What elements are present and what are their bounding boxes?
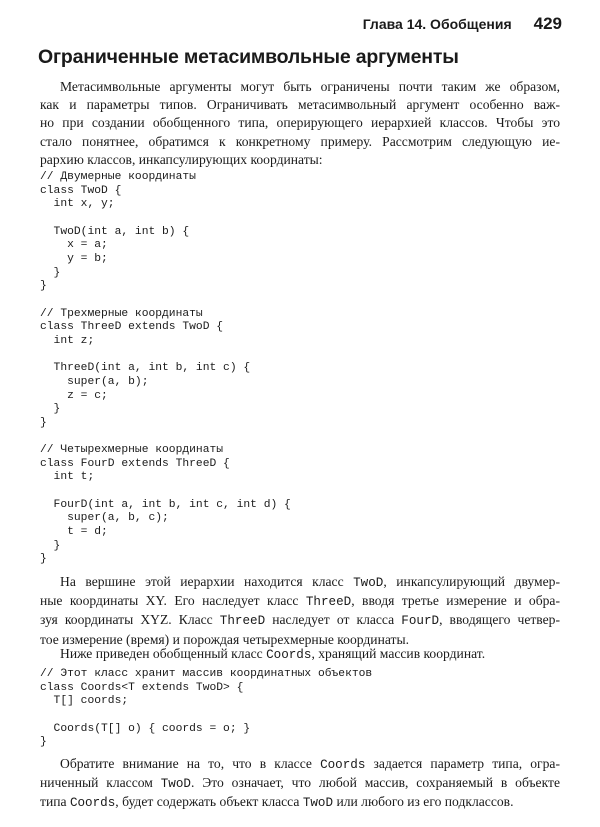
hierarchy-explanation-paragraph (40, 573, 560, 649)
text-run: задается параметр типа, огра- (365, 756, 560, 771)
code-line: } (40, 553, 47, 566)
code-line: super(a, b); (40, 375, 149, 388)
text-run: . Это означает, что любой массив, сохраняемый в объекте (190, 775, 560, 791)
inline-code: Coords (266, 648, 312, 662)
code-line: t = d; (40, 526, 108, 539)
inline-code: TwoD (302, 796, 334, 811)
running-header (363, 14, 562, 34)
bounded-type-paragraph (40, 755, 560, 813)
code-line: x = a; (40, 239, 108, 252)
text-run: наследует от класса (265, 612, 402, 628)
text-line: но при создании обобщенного типа, оперирующего иерархией классов. Чтобы это (40, 115, 560, 131)
code-line: TwoD(int a, int b) { (40, 225, 190, 238)
text-line: тое измерение (время) и порождая четырехмерные координаты. (40, 631, 410, 647)
inline-code: Coords (69, 796, 116, 811)
code-line: class FourD extends ThreeD { (40, 457, 230, 470)
code-line: } (40, 266, 61, 279)
code-line: class TwoD { (40, 184, 122, 197)
text-line (40, 592, 560, 611)
text-line (40, 611, 560, 630)
text-line: рархию классов, инкапсулирующих координаты: (40, 151, 323, 167)
code-listing-coords (40, 668, 372, 750)
text-line: стало понятнее, обратимся к конкретному примеру. Рассмотрим следующую ие- (40, 133, 560, 149)
code-line: } (40, 403, 61, 416)
code-line: // Четырехмерные координаты (40, 444, 224, 457)
inline-code: ThreeD (219, 614, 266, 629)
text-run: , вводящего четвер- (439, 612, 561, 628)
text-run: зуя координаты XYZ. Класс (40, 612, 220, 628)
inline-code: Coords (320, 758, 366, 772)
text-line (40, 793, 560, 812)
text-run: ные координаты XY. Его наследует класс (40, 593, 306, 609)
code-listing-hierarchy (40, 171, 291, 567)
text-run: ниченный классом (40, 775, 161, 791)
generic-class-intro-paragraph (40, 645, 560, 664)
code-line: super(a, b, c); (40, 512, 169, 525)
text-line: Метасимвольные аргументы могут быть ограничены почти таким же образом, (60, 79, 560, 94)
text-run: типа (40, 794, 70, 810)
inline-code: ThreeD (305, 595, 352, 610)
code-line: int t; (40, 471, 95, 484)
code-line: } (40, 539, 61, 552)
code-line: // Трехмерные координаты (40, 307, 203, 320)
code-line: int z; (40, 334, 95, 347)
code-line: FourD(int a, int b, int c, int d) { (40, 498, 291, 511)
text-line (40, 645, 560, 664)
text-line (40, 573, 560, 592)
code-line: } (40, 416, 47, 429)
text-run: , вводя третье измерение и обра- (351, 593, 560, 609)
code-line: // Двумерные координаты (40, 171, 196, 183)
code-line: class ThreeD extends TwoD { (40, 321, 224, 334)
code-line: y = b; (40, 252, 108, 265)
code-line: // Этот класс хранит массив координатных объектов (40, 668, 373, 680)
code-line: T[] coords; (40, 695, 129, 708)
code-line: int x, y; (40, 198, 115, 211)
text-run: , хранящий массив координат. (311, 646, 486, 661)
code-line: Coords(T[] o) { coords = o; } (40, 722, 251, 735)
code-line: } (40, 736, 47, 749)
text-line (40, 755, 560, 774)
code-line: } (40, 280, 47, 293)
page-number: 429 (533, 14, 562, 33)
inline-code: FourD (401, 614, 440, 629)
text-run: , инкапсулирующий двумер- (383, 574, 560, 589)
text-line: как и параметры типов. Ограничивать метасимвольный аргумент особенно важ- (40, 97, 560, 113)
text-run: Ниже приведен обобщенный класс (60, 646, 267, 661)
intro-paragraph (40, 78, 560, 169)
inline-code: TwoD (160, 777, 191, 792)
text-run: На вершине этой иерархии находится класс (60, 574, 354, 589)
code-line: ThreeD(int a, int b, int c) { (40, 362, 251, 375)
text-run: Обратите внимание на то, что в классе (60, 756, 321, 771)
chapter-title: Глава 14. Обобщения (362, 16, 512, 32)
code-line: z = c; (40, 389, 108, 402)
inline-code: TwoD (353, 576, 384, 590)
code-line: class Coords<T extends TwoD> { (40, 681, 244, 694)
text-line (40, 774, 560, 793)
text-run: или любого из его подклассов. (333, 794, 514, 810)
text-run: , будет содержать объект класса (115, 794, 303, 810)
section-title: Ограниченные метасимвольные аргументы (38, 46, 459, 68)
